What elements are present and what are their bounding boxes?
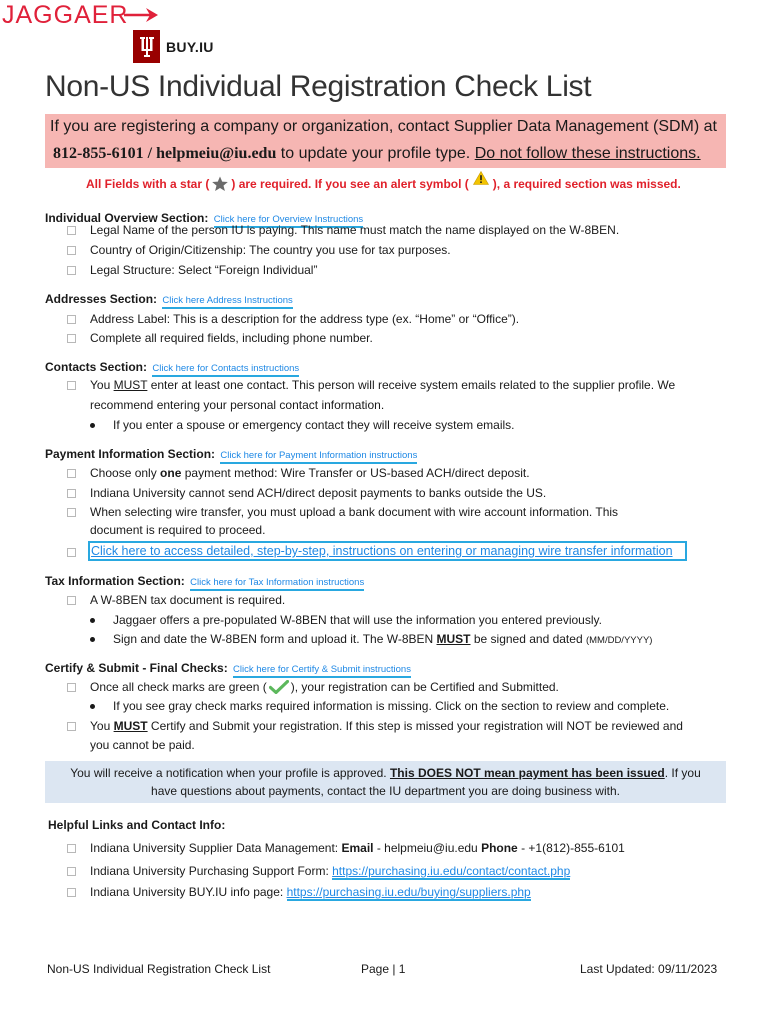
checkbox-icon: [67, 334, 76, 343]
overview-instructions-link[interactable]: Click here for Overview Instructions: [214, 214, 363, 228]
notice-line-2: have questions about payments, contact the IU department you are doing business with.: [151, 784, 620, 798]
buyiu-logo-text: BUY.IU: [166, 38, 214, 55]
jaggaer-logo-text: JAGGAER: [2, 0, 129, 29]
checkbox-icon: [67, 489, 76, 498]
jaggaer-logo: [2, 2, 160, 28]
helpful-item-sdm-contact: [67, 841, 625, 855]
alert-line-1: If you are registering a company or organization, contact Supplier Data Management (SDM) at: [50, 118, 717, 135]
payment-notice-box: [45, 761, 726, 803]
bullet-text: Jaggaer offers a pre-populated W-8BEN that will use the information you entered previously.: [113, 613, 602, 627]
certify-instructions-link[interactable]: Click here for Certify & Submit instructions: [233, 664, 411, 678]
checkbox-icon: [67, 381, 76, 390]
checkbox-icon: [67, 226, 76, 235]
tax-bullet-sign-date: [90, 632, 652, 646]
bullet-icon: [90, 618, 95, 623]
certify-title-text: Certify & Submit - Final Checks:: [45, 661, 228, 675]
certify-item-continuation: you cannot be paid.: [90, 738, 195, 752]
list-item-text: Once all check marks are green ( ), your registration can be Certified and Submitted.: [90, 680, 559, 694]
required-note-part3: ), a required section was missed.: [492, 177, 681, 191]
checkbox-icon: [67, 246, 76, 255]
overview-item-legal-structure: [67, 263, 317, 277]
checkbox-icon: [67, 867, 76, 876]
footer-document-title: Non-US Individual Registration Check List: [47, 962, 271, 976]
tax-item-w8ben-required: [67, 593, 285, 607]
list-item-text: Indiana University cannot send ACH/direct deposit payments to banks outside the US.: [90, 486, 547, 500]
checkbox-icon: [67, 888, 76, 897]
list-item-text: Choose only one payment method: Wire Transfer or US-based ACH/direct deposit.: [90, 466, 530, 480]
addresses-item-required-fields: [67, 331, 373, 345]
buyiu-logo: [133, 30, 214, 63]
bullet-text: If you enter a spouse or emergency contact they will receive system emails.: [113, 418, 515, 432]
list-item-text: You MUST enter at least one contact. This person will receive system emails related to the supplier profile. We: [90, 378, 676, 392]
overview-item-legal-name: [67, 223, 619, 237]
header: [0, 0, 768, 70]
checkbox-icon: [67, 548, 76, 557]
address-instructions-link[interactable]: Click here Address Instructions: [162, 295, 292, 309]
sdm-contact-info: 812-855-6101 / helpmeiu@iu.edu: [53, 145, 277, 162]
star-icon: [211, 176, 229, 192]
checkbox-icon: [67, 596, 76, 605]
bullet-text: Sign and date the W-8BEN form and upload it. The W-8BEN MUST be signed and dated (MM/DD/YYYY): [113, 632, 653, 646]
contacts-section-title: [45, 360, 299, 374]
tax-bullet-prepopulated: [90, 613, 602, 627]
list-item-text: Legal Name of the person IU is paying. This name must match the name displayed on the W-8BEN.: [90, 223, 620, 237]
certify-section-title: [45, 661, 411, 675]
payment-title-text: Payment Information Section:: [45, 447, 216, 461]
contacts-title-text: Contacts Section:: [45, 360, 148, 374]
list-item-text: Indiana University Supplier Data Management: Email - helpmeiu@iu.edu Phone - +1(812)-855-6101: [90, 841, 625, 855]
payment-instructions-link[interactable]: Click here for Payment Information instructions: [220, 450, 417, 464]
contacts-item-continuation: recommend entering your personal contact information.: [90, 398, 385, 412]
payment-item-ach-outside-us: [67, 486, 546, 500]
footer-last-updated: Last Updated: 09/11/2023: [580, 962, 718, 976]
list-item-text: Legal Structure: Select “Foreign Individual”: [90, 263, 318, 277]
iu-trident-icon: [133, 30, 160, 63]
alert-triangle-icon: [473, 171, 489, 185]
do-not-follow-text: Do not follow these instructions.: [474, 145, 701, 162]
required-note-part1: All Fields with a star (: [86, 177, 210, 191]
checkbox-icon: [67, 683, 76, 692]
addresses-item-label: [67, 312, 519, 326]
wire-transfer-instructions-link[interactable]: Click here to access detailed, step-by-step, instructions on entering or managing wire transfer information: [88, 541, 687, 561]
bullet-icon: [90, 637, 95, 642]
payment-item-choose-one: [67, 466, 530, 480]
list-item-text: You MUST Certify and Submit your registration. If this step is missed your registration will NOT be reviewed and: [90, 719, 683, 733]
list-item-text: Indiana University BUY.IU info page: https://purchasing.iu.edu/buying/suppliers.php: [90, 885, 531, 899]
list-item-text: A W-8BEN tax document is required.: [90, 593, 286, 607]
list-item-text: When selecting wire transfer, you must upload a bank document with wire account information. This: [90, 505, 619, 519]
list-item-text: Country of Origin/Citizenship: The country you use for tax purposes.: [90, 243, 451, 257]
jaggaer-arrow-icon: [124, 5, 160, 25]
helpful-links-title: Helpful Links and Contact Info:: [48, 818, 226, 832]
helpful-item-support-form: [67, 864, 570, 878]
checkbox-icon: [67, 722, 76, 731]
certify-bullet-gray-checks: [90, 699, 669, 713]
checkbox-icon: [67, 469, 76, 478]
addresses-title-text: Addresses Section:: [45, 292, 158, 306]
addresses-section-title: [45, 292, 293, 306]
bullet-icon: [90, 423, 95, 428]
footer-page-number: Page | 1: [361, 962, 406, 976]
tax-section-title: [45, 574, 364, 588]
certify-item-must-submit: [67, 719, 683, 733]
certify-item-green-checks: [67, 680, 559, 695]
checkbox-icon: [67, 315, 76, 324]
alert-line-2: [53, 145, 701, 163]
contacts-bullet-spouse: [90, 418, 515, 432]
helpful-item-buyiu-info: [67, 885, 531, 899]
list-item-text: Address Label: This is a description for the address type (ex. “Home” or “Office”).: [90, 312, 520, 326]
notice-line-1: You will receive a notification when your profile is approved. This DOES NOT mean payment has been issued. If you: [70, 766, 701, 780]
payment-item-wire-transfer: [67, 505, 618, 519]
contacts-instructions-link[interactable]: Click here for Contacts instructions: [152, 363, 299, 377]
tax-instructions-link[interactable]: Click here for Tax Information instructions: [190, 577, 364, 591]
green-check-icon: [269, 680, 289, 694]
overview-item-country: [67, 243, 451, 257]
required-note-part2: ) are required. If you see an alert symbol (: [231, 177, 469, 191]
checkbox-icon: [67, 266, 76, 275]
bullet-icon: [90, 704, 95, 709]
required-fields-note: [86, 176, 681, 192]
payment-item-continuation: document is required to proceed.: [90, 523, 266, 537]
bullet-text: If you see gray check marks required information is missing. Click on the section to review and complete.: [113, 699, 670, 713]
page-title: Non-US Individual Registration Check List: [45, 70, 592, 103]
list-item-text: Indiana University Purchasing Support Form: https://purchasing.iu.edu/contact/contact.php: [90, 864, 571, 878]
overview-title-text: Individual Overview Section:: [45, 211, 209, 225]
payment-section-title: [45, 447, 417, 461]
tax-title-text: Tax Information Section:: [45, 574, 185, 588]
checkbox-icon: [67, 508, 76, 517]
contacts-item-must-enter: [67, 378, 675, 392]
checkbox-icon: [67, 844, 76, 853]
alert-mid-text: to update your profile type.: [276, 145, 475, 162]
support-form-link[interactable]: https://purchasing.iu.edu/contact/contact.php: [332, 864, 571, 878]
payment-item-wire-link-row: [67, 545, 90, 557]
list-item-text: Complete all required fields, including phone number.: [90, 331, 373, 345]
buyiu-info-link[interactable]: https://purchasing.iu.edu/buying/suppliers.php: [286, 885, 531, 899]
company-alert-box: [45, 114, 726, 168]
